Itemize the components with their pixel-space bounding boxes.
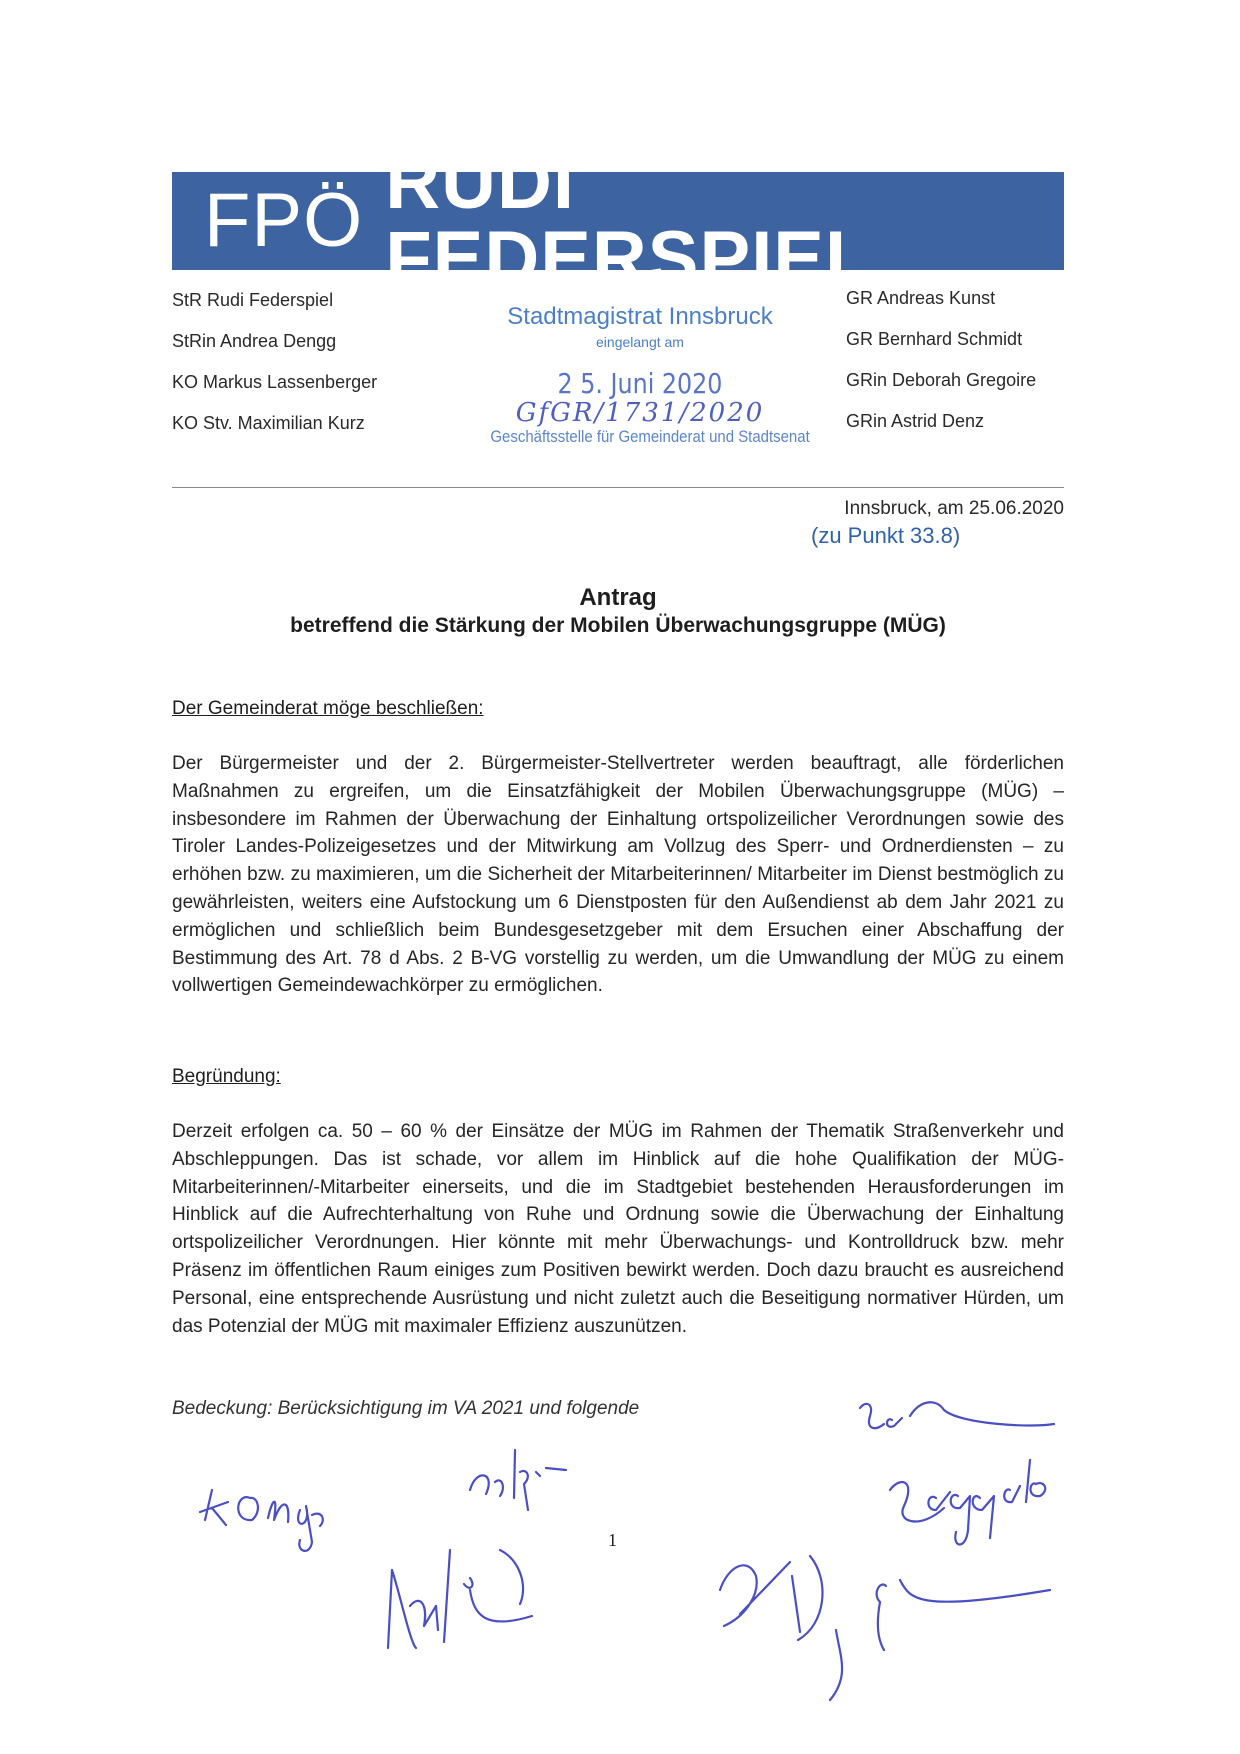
member-name: KO Stv. Maximilian Kurz	[172, 413, 365, 433]
motion-heading: Der Gemeinderat möge beschließen:	[172, 698, 484, 719]
member-name: GRin Deborah Gregoire	[846, 370, 1037, 390]
page-number: 1	[608, 1530, 617, 1550]
reason-heading: Begründung:	[172, 1066, 281, 1087]
coverage-note: Bedeckung: Berücksichtigung im VA 2021 und folgende	[172, 1398, 640, 1419]
stamp-received-label: eingelangt am	[596, 334, 684, 350]
handwritten-signatures	[0, 1380, 1240, 1710]
member-name: GR Bernhard Schmidt	[846, 329, 1023, 349]
member-name: KO Markus Lassenberger	[172, 372, 378, 392]
agenda-point: (zu Punkt 33.8)	[811, 523, 961, 548]
right-members-list	[846, 278, 1036, 442]
motion-paragraph: Der Bürgermeister und der 2. Bürgermeister-Stellvertreter werden beauftragt, alle förderlichen Maßnahmen zu ergreifen, um die Einsatzfähigkeit der Mobilen Überwachungsgruppe (MÜG) – insbesondere im Rahmen der Überwachung der Einhaltung ortspolizeilicher Verordnungen sowie des Tiroler Landes-Polizeigesetzes und der Mitwirkung am Vollzug des Sperr- und Ordnerdiensten – zu erhöhen bzw. zu maximieren, um die Sicherheit der Mitarbeiterinnen/ Mitarbeiter im Dienst bestmöglich zu gewährleisten, weiters eine Aufstockung um 6 Dienstposten für den Außendienst ab dem Jahr 2021 zu ermöglichen und schließlich beim Bundesgesetzgeber mit dem Ersuchen einer Abschaffung der Bestimmung des Art. 78 d Abs. 2 B-VG vorstellig zu werden, um die Umwandlung der MÜG zu einem vollwertigen Gemeindewachkörper zu ermöglichen.	[172, 753, 1064, 997]
stamp-title: Stadtmagistrat Innsbruck	[507, 303, 773, 330]
signature-bottom	[830, 1580, 1050, 1700]
document-subtitle: betreffend die Stärkung der Mobilen Überwachungsgruppe (MÜG)	[290, 614, 946, 637]
stamp-date: 2 5. Juni 2020	[557, 367, 723, 400]
signature-dengg-right	[860, 1402, 1054, 1428]
member-name: GR Andreas Kunst	[846, 288, 996, 308]
document-title: Antrag	[579, 584, 657, 611]
signature-dengg-left	[200, 1490, 323, 1551]
banner-party: FPÖ	[204, 178, 364, 263]
signature-kunst	[388, 1550, 532, 1648]
receipt-stamp	[470, 302, 810, 448]
place-date: Innsbruck, am 25.06.2020	[844, 498, 1064, 519]
stamp-reference: GfGR/1731/2020	[515, 398, 765, 428]
signature-andrea	[890, 1460, 1045, 1545]
signature-dljif	[470, 1450, 566, 1510]
header-divider	[172, 487, 1064, 488]
member-name: GRin Astrid Denz	[846, 411, 985, 431]
signature-middle	[720, 1556, 823, 1640]
banner-name: RUDI FEDERSPIEL	[385, 140, 873, 301]
member-name: StR Rudi Federspiel	[172, 290, 334, 310]
reason-paragraph: Derzeit erfolgen ca. 50 – 60 % der Einsätze der MÜG im Rahmen der Thematik Straßenverkehr und Abschleppungen. Das ist schade, vor allem im Hinblick auf die hohe Qualifikation der MÜG-Mitarbeiterinnen/-Mitarbeiter einerseits, und die im Stadtgebiet bestehenden Herausforderungen im Hinblick auf die Aufrechterhaltung von Ruhe und Ordnung sowie die Überwachung der Einhaltung ortspolizeilicher Verordnungen. Hier könnte mit mehr Überwachungs- und Kontrolldruck bzw. mehr Präsenz im öffentlichen Raum einiges zum Positiven bewirkt werden. Doch dazu braucht es ausreichend Personal, eine entsprechende Ausrüstung und nicht zuletzt auch die Beseitigung normativer Hürden, um das Potenzial der MÜG mit maximaler Effizienz auszunützen.	[172, 1121, 1064, 1337]
stamp-office: Geschäftsstelle für Gemeinderat und Stadtsenat	[490, 427, 810, 446]
left-members-list	[172, 280, 377, 444]
member-name: StRin Andrea Dengg	[172, 331, 337, 351]
